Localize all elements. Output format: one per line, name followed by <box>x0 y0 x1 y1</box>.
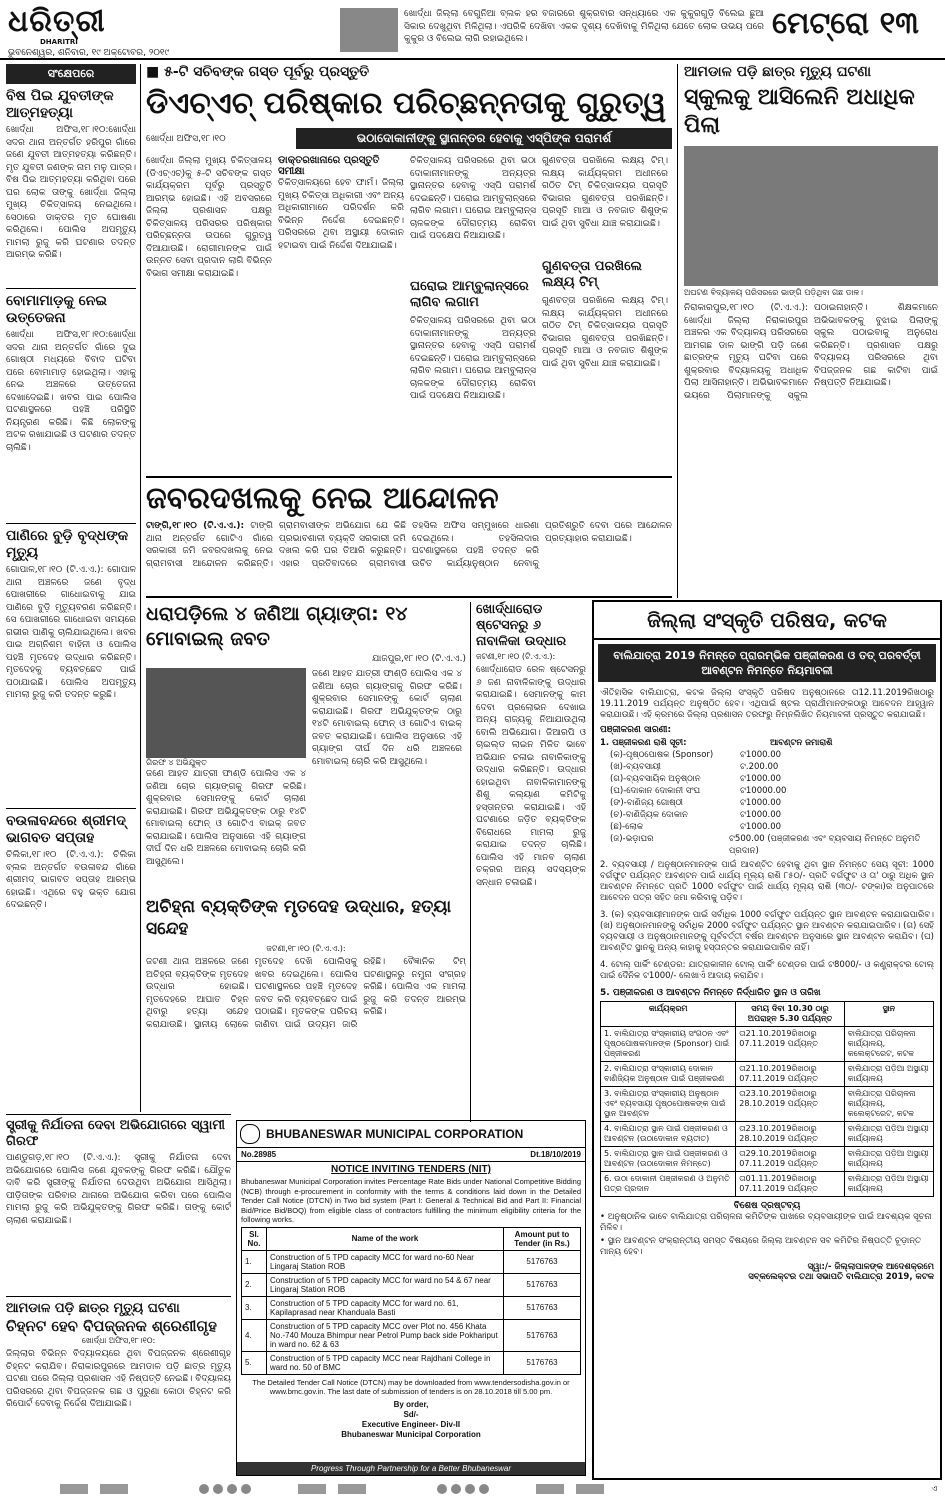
tender-row <box>242 1319 581 1351</box>
zilla-title: ଜିଲ୍ଲା ସଂସ୍କୃତି ପରିଷଦ, କଟକ <box>594 602 940 640</box>
bmc-banner: Progress Through Partnership for a Better Bhubaneswar <box>237 1462 585 1475</box>
fee-row <box>610 833 934 857</box>
newspaper-logo-latin: DHARITRI <box>40 38 78 46</box>
tender-row <box>242 1351 581 1374</box>
fee-row <box>610 761 934 773</box>
body-headline: ଅଚିହ୍ନା ବ୍ୟକ୍ତିଙ୍କ ମୃତଦେହ ଉଦ୍ଧାର, ହତ୍ୟା ସନ୍ଦେହ <box>146 897 452 939</box>
tender-cell: Construction of 5 TPD capacity MCC over Plot no. 456 Khata No.-740 Mouza Bhimpur near Petrol Pump back side Pokhariput in ward no. 62 & 63 <box>267 1319 504 1351</box>
brief-body: ଗୋପାଳ,୧୮।୧୦ (ଟି.ଏ.ଏ.): ଗୋପାଳ ଥାନା ଅଞ୍ଚଳରେ ଜଣେ ବୃଦ୍ଧ ପୋଖରୀରେ ଗାଧୋଇବାକୁ ଯାଇ ପାଣିରେ ବୁଡ଼ି ମୃତ୍ୟୁବରଣ କରିଛନ୍ତି। ସେ ପୋଖରୀରେ ଗାଧୋଇବା ସମୟରେ ଗଭୀର ପାଣିକୁ ଚାଲିଯାଇଥିଲେ। ଖବର ପାଇ ଅଗ୍ନିଶମ ବାହିନୀ ଓ ପୋଲିସ ପହଞ୍ଚି ମୃତଦେହ ଉଦ୍ଧାର କରିଛନ୍ତି। ମୃତଦେହକୁ ବ୍ୟବଚ୍ଛେଦ ପାଇଁ ପଠାଯାଇଛି। ପୋଲିସ ଅପମୃତ୍ୟୁ ମାମଲା ରୁଜୁ କରି ତଦନ୍ତ କରୁଛି। <box>6 565 136 700</box>
encroachment-dateline: ଟାଙ୍ଗି,୧୮।୧୦ (ଟି.ଏ.ଏ.): <box>146 521 245 531</box>
tender-cell: 5176763 <box>504 1351 581 1374</box>
fee-list <box>594 749 940 857</box>
bottom-left-stories <box>6 1118 231 1478</box>
accused-photo <box>146 668 306 758</box>
fee-title-left: 1. ପଞ୍ଜୀକରଣ ରାଶି ସୂଚୀ: <box>600 738 687 748</box>
tender-cell: Construction of 5 TPD capacity MCC near Rajdhani College in ward no. 50 of BMC <box>267 1351 504 1374</box>
briefs-column <box>6 64 136 1112</box>
lead-subhead: ଗୁଣବତ୍ତା ପରଖିଲେ ଲକ୍ଷ୍ୟ ଟିମ୍ <box>542 259 642 290</box>
zilla-notice <box>592 600 942 1480</box>
tender-cell: 4. <box>242 1319 267 1351</box>
fee-row <box>610 797 934 809</box>
schedule-header-cell: ସ୍ଥାନ <box>844 1002 933 1027</box>
zilla-rule: 3. (କ) ବ୍ୟବସାୟୀମାନଙ୍କ ପାଇଁ ସର୍ବାଧିକ 1000 ବର୍ଗଫୁଟ ପର୍ଯ୍ୟନ୍ତ ସ୍ଥାନ ଆବଣ୍ଟନ କରାଯାଇପାରିବ। (ଖ) ଅନୁଷ୍ଠାନମାନଙ୍କୁ ସର୍ବାଧିକ 2000 ବର୍ଗଫୁଟ ପର୍ଯ୍ୟନ୍ତ ସ୍ଥାନ ଆବଣ୍ଟନ କରାଯାଇପାରିବ। (ଗ) ସେହି ବ୍ୟବସାୟୀ ଓ ଅନୁଷ୍ଠାନମାନଙ୍କୁ ପୂର୍ବବର୍ତ୍ତୀ ବର୍ଷର ଆବଣ୍ଟନ ଅନୁସାରେ ସ୍ଥାନ ଆବଣ୍ଟନ କରାଯିବ। (ଘ) ଆବଣ୍ଟିତ ସ୍ଥାନକୁ ଅନ୍ୟ କାହାକୁ ହସ୍ତାନ୍ତର କରାଯାଇପାରିବ ନାହିଁ। <box>600 910 934 953</box>
tender-cell: Construction of 5 TPD capacity MCC for ward no-60 Near Lingaraj Station ROB <box>267 1250 504 1273</box>
lead-headline: ଡିଏଚ୍ଏଚ୍ ପରିଷ୍କାର ପରିଚ୍ଛନ୍ନତାକୁ ଗୁରୁତ୍ୱ <box>146 86 667 121</box>
schedule-cell: ବାଲିଯାତ୍ରା ପରିଚାଳନା କାର୍ଯ୍ୟାଳୟ, କଲେକ୍ଟରେଟ, କଟକ <box>844 1087 933 1122</box>
fee-amount: ଟ.200.00 <box>740 762 779 772</box>
tender-header-cell: Sl. No. <box>242 1227 267 1250</box>
tender-cell: 3. <box>242 1296 267 1319</box>
zilla-sign: ସବ୍‌କଲେକ୍ଟର ତଥା ସଭାପତି ବାଲିଯାତ୍ରା 2019, କଟକ <box>748 1272 934 1282</box>
gang-body: ଜଣେ ଆହତ ଯାତ୍ରୀ ଫାଣ୍ଡି ପୋଲିସ ଏକ ୪ ଜଣିଆ ଚୋର ଗ୍ୟାଙ୍ଗକୁ ଗିରଫ କରିଛି। ଶୁକ୍ରବାର ସେମାନଙ୍କୁ କୋର୍ଟ ଚାଲାଣ କରାଯାଇଛି। ଗିରଫ ଅଭିଯୁକ୍ତଙ୍କ ଠାରୁ ୧୪ଟି ମୋବାଇଲ୍ ଫୋନ୍ ଓ ଗୋଟିଏ ବାଇକ୍ ଜବତ କରାଯାଇଛି। ପୋଲିସ ଅନୁସାରେ ଏହି ଗ୍ୟାଙ୍ଗ ଦୀର୍ଘ ଦିନ ଧରି ଅଞ୍ଚଳରେ ମୋବାଇଲ୍ ଚୋରି କରି ଆସୁଥିଲେ। <box>146 769 306 867</box>
zilla-subtitle: ବାଲିଯାତ୍ରା 2019 ନିମନ୍ତେ ପ୍ରାରମ୍ଭିକ ପଞ୍ଜୀକରଣ ଓ ତତ୍ ପରବର୍ତ୍ତୀ ଆବଣ୍ଟନ ନିମନ୍ତେ ନିୟମାବଳୀ <box>598 644 936 682</box>
zilla-intro: ଐତିହାସିକ ବାଲିଯାତ୍ରା, କଟକ ଜିଲ୍ଲା ସଂସ୍କୃତି ପରିଷଦ ଅନୁଷ୍ଠାନରେ ତା12.11.2019ରିଖଠାରୁ 19.11.2019 ପର୍ଯ୍ୟନ୍ତ ଅନୁଷ୍ଠିତ ହେବ। ଏଥିପାଇଁ ଷ୍ଟଲ ପ୍ରାର୍ଥୀମାନଙ୍କଠାରୁ ଆବେଦନ ଆହ୍ୱାନ କରାଯାଉଛି। ଏହି କ୍ରମରେ ଜିଲ୍ଲା ପ୍ରଶାସନ ତରଫରୁ ନିମ୍ନଲିଖିତ ନିୟମାବଳୀ ପ୍ରସ୍ତୁତ କରାଯାଇଛି। <box>600 688 934 720</box>
school-body: ନିରାକାରପୁର,୧୮।୧୦ (ଟି.ଏ.ଏ.): ଖୋର୍ଦ୍ଧା ଜିଲ୍ଲା ନିରାକାରପୁର ଅଞ୍ଚଳର ଏକ ବିଦ୍ୟାଳୟ ପରିସରରେ ଆମଗଛ ଡାଳ ଭାଙ୍ଗି ପଡ଼ି ଜଣେ ଛାତ୍ରଙ୍କ ମୃତ୍ୟୁ ଘଟିବା ପରେ ଶୁକ୍ରବାର ବିଦ୍ୟାଳୟକୁ ଅଧାଧିକ ପିଲା ଆସିନାହାନ୍ତି। ଅଭିଭାବକମାନେ ଭୟରେ ପିଲାମାନଙ୍କୁ ସ୍କୁଲ ପଠାଇନାହାନ୍ତି। ଶିକ୍ଷକମାନେ ଅଭିଭାବକଙ୍କୁ ବୁଝାଇ ପିଲାଙ୍କୁ ସ୍କୁଲ ପଠାଇବାକୁ ଅନୁରୋଧ କରିଛନ୍ତି। ପ୍ରଶାସନ ପକ୍ଷରୁ ବିଦ୍ୟାଳୟ ପରିସରରେ ଥିବା ବିପଜ୍ଜନକ ଗଛ କାଟିବା ପାଇଁ ନିଷ୍ପତ୍ତି ନିଆଯାଇଛି। <box>684 303 938 401</box>
zilla-rule: 2. ବ୍ୟବସାୟୀ / ଅନୁଷ୍ଠାନମାନଙ୍କ ପାଇଁ ଆବଣ୍ଟିତ ହେବାକୁ ଥିବା ସ୍ଥାନ ନିମନ୍ତେ ସେୟ ସୂଚୀ: 1000 ବର୍ଗଫୁଟ ପର୍ଯ୍ୟନ୍ତ ଆବଣ୍ଟନ ପାଇଁ ଧାର୍ଯ୍ୟ ମୂଲ୍ୟ ରାଶି ୮୫୦/- ପ୍ରତି ବର୍ଗଫୁଟ ଓ ତା' ଠାରୁ ଅଧିକ ସ୍ଥାନ ଆବଣ୍ଟନ ନିମନ୍ତେ ପ୍ରତି 1000 ବର୍ଗଫୁଟ ପାଇଁ ଧାର୍ଯ୍ୟ ମୂଲ୍ୟ ରାଶି (୩୦/- ଟଙ୍କା)ର ଅନୁପାତରେ ଆବେଦନ ପତ୍ର ସହିତ ଜମା କରିବାକୁ ପଡ଼ିବ। <box>600 860 934 903</box>
briefs-header: ସଂକ୍ଷେପରେ <box>6 64 136 84</box>
schedule-table <box>600 1001 934 1197</box>
classroom-body: ଜିଲ୍ଲାର ବିଭିନ୍ନ ବିଦ୍ୟାଳୟରେ ଥିବା ବିପଜ୍ଜନକ ଶ୍ରେଣୀଗୃହ ଚିହ୍ନଟ କରାଯିବ। ନିରାକାରପୁରରେ ଆମଡାଳ ପଡ଼ି ଛାତ୍ର ମୃତ୍ୟୁ ଘଟଣା ପରେ ଜିଲ୍ଲା ପ୍ରଶାସନ ଏହି ନିଷ୍ପତ୍ତି ନେଇଛି। ବିଦ୍ୟାଳୟ ପରିସରରେ ଥିବା ବିପଜ୍ଜନକ ଗଛ ଓ ପୁରୁଣା କୋଠା ଚିହ୍ନଟ କରି ରିପୋର୍ଟ ଦେବାକୁ ନିର୍ଦ୍ଦେଶ ଦିଆଯାଇଛି। <box>6 1349 231 1409</box>
tender-cell: 5176763 <box>504 1319 581 1351</box>
lead-kicker: ■ ୫-ଟି ସଚିବଙ୍କ ଗସ୍ତ ପୂର୍ବରୁ ପ୍ରସ୍ତୁତି <box>146 64 370 80</box>
lead-column: ଚିକିତ୍ସାଳୟ ପରିସରରେ ଥିବା ଭଠା ଦୋକାନୀମାନଙ୍କୁ ଅନ୍ୟତ୍ର ସ୍ଥାନାନ୍ତର ହେବାକୁ ଏସ୍‌ପି ପରାମର୍ଶ ଦେଇଛନ୍ତି। ଘରୋଇ ଆମ୍ବୁଲାନ୍ସରେ ଲାଗିବ ଲଗାମ। ଘରୋଇ ଆମ୍ବୁଲାନ୍ସ ଚାଳକଙ୍କ ଦୌରାତ୍ମ୍ୟ ରୋକିବା ପାଇଁ ପଦକ୍ଷେପ ନିଆଯାଉଛି। <box>410 156 536 241</box>
zilla-sign: ସ୍ୱା:/- ଜିଲ୍ଲାପାଳଙ୍କ ଆଦେଶକ୍ରମେ <box>807 1262 934 1272</box>
schedule-row <box>601 1062 934 1087</box>
schedule-cell: 4. ବାଲିଯାତ୍ରା ସ୍ଥାନ ପାଇଁ ପଞ୍ଜୀକରଣ ଓ ଆବଣ୍ଟନ (ଉଠାଦୋକାନ ବ୍ୟତୀତ) <box>601 1122 736 1147</box>
nit-sign: Sd/- <box>403 1409 419 1419</box>
schedule-cell: ତା29.10.2019ରିଖଠାରୁ 07.11.2019 ପର୍ଯ୍ୟନ୍ତ <box>736 1147 844 1172</box>
special-head: ବିଶେଷ ଦ୍ରଷ୍ଟବ୍ୟ <box>733 1201 801 1211</box>
brief-headline: ପାଣିରେ ବୁଡ଼ି ବୃଦ୍ଧଙ୍କ ମୃତ୍ୟୁ <box>6 528 129 561</box>
registration-marks <box>0 1480 945 1498</box>
tender-cell: 5176763 <box>504 1296 581 1319</box>
gang-dateline: ଯାଜପୁର,୧୮।୧୦ (ଟି.ଏ.ଏ.) <box>372 654 466 664</box>
schedule-cell: ବାଲିଯାତ୍ରା ପରିଚାଳନା କାର୍ଯ୍ୟାଳୟ, କଲେକ୍ଟରେଟ, କଟକ <box>844 1027 933 1062</box>
tender-cell: 5176763 <box>504 1250 581 1273</box>
rescue-body: ଖୋର୍ଦ୍ଧାରୋଡ ରେଳ ଷ୍ଟେସନରୁ ୬ ଜଣ ନାବାଳିକାଙ୍କୁ ଉଦ୍ଧାର କରାଯାଇଛି। ସେମାନଙ୍କୁ କାମ ଦେବା ପ୍ରଲୋଭନ ଦେଖାଇ ଅନ୍ୟ ରାଜ୍ୟକୁ ନିଆଯାଉଥିଲା ବୋଲି ଅଭିଯୋଗ। ଜିଆରପି ଓ ଚାଇଲ୍ଡ ଲାଇନ ମିଳିତ ଭାବେ ଅଭିଯାନ ଚଳାଇ ନାବାଳିକାଙ୍କୁ ଉଦ୍ଧାର କରିଛନ୍ତି। ଉଦ୍ଧାର ହୋଇଥିବା ନାବାଳିକାମାନଙ୍କୁ ଶିଶୁ କଲ୍ୟାଣ କମିଟିକୁ ହସ୍ତାନ୍ତର କରାଯାଇଛି। ଏହି ଘଟଣାରେ ଜଡ଼ିତ ବ୍ୟକ୍ତିଙ୍କ ବିରୋଧରେ ମାମଲା ରୁଜୁ କରାଯାଇ ତଦନ୍ତ ଚାଲିଛି। ପୋଲିସ ଏହି ମାନବ ଚାଲାଣ ଚକ୍ରର ଅନ୍ୟ ସଦସ୍ୟଙ୍କ ସନ୍ଧାନ ଚଳାଇଛି। <box>476 665 586 888</box>
school-headline: ସ୍କୁଲକୁ ଆସିଲେନି ଅଧାଧିକ ପିଲା <box>684 85 915 138</box>
schedule-row <box>601 1027 934 1062</box>
tender-row <box>242 1296 581 1319</box>
schedule-cell: ବାଲିଯାତ୍ରା ପଡ଼ିଆ ଅସ୍ଥାୟୀ କାର୍ଯ୍ୟାଳୟ <box>844 1172 933 1197</box>
lead-story <box>146 64 672 474</box>
schedule-row <box>601 1122 934 1147</box>
lead-column: ଗୁଣବତ୍ତା ପରଖିଲେ ଲକ୍ଷ୍ୟ ଟିମ୍। ଲକ୍ଷ୍ୟ କାର୍ଯ୍ୟକ୍ରମ ଅଧୀନରେ ଗଠିତ ଟିମ୍ ଚିକିତ୍ସାଳୟର ପ୍ରସୂତି ବିଭାଗର ଗୁଣବତ୍ତା ପରଖିଛନ୍ତି। ପ୍ରସୂତି ମାଆ ଓ ନବଜାତ ଶିଶୁଙ୍କ ପାଇଁ ଥିବା ସୁବିଧା ଯାଞ୍ଚ କରାଯାଇଛି। <box>542 296 668 369</box>
tender-cell: Construction of 5 TPD capacity MCC for ward no. 61, Kapilaprasad near Khanduala Basti <box>267 1296 504 1319</box>
brief-body: ଖୋର୍ଦ୍ଧା ଅଫିସ,୧୮।୧୦:ଖୋର୍ଦ୍ଧା ସଦର ଥାନା ଅନ୍ତର୍ଗତ ଗାଁରେ ଦୁଇ ଗୋଷ୍ଠୀ ମଧ୍ୟରେ ବିବାଦ ଘଟିବା ପରେ ବୋମାମାଡ଼ ହୋଇଥିଲା। ଏହାକୁ ନେଇ ଅଞ୍ଚଳରେ ଉତ୍ତେଜନା ଦେଖାଦେଇଛି। ଖବର ପାଇ ପୋଲିସ ଘଟଣାସ୍ଥଳରେ ପହଞ୍ଚି ପରିସ୍ଥିତି ନିୟନ୍ତ୍ରଣ କରିଛି। କିଛି ଲୋକଙ୍କୁ ଅଟକ ରଖାଯାଇଛି ଓ ଘଟଣାର ତଦନ୍ତ ଚାଲିଛି। <box>6 330 136 453</box>
brief-headline: ବିଷ ପିଇ ଯୁବତୀଙ୍କ ଆତ୍ମହତ୍ୟା <box>6 88 114 121</box>
schedule-cell: 6. ଉଠା ଦୋକାନୀ ପଞ୍ଜୀକରଣ ଓ ଅନୁମତି ପତ୍ର ପ୍ରଦାନ <box>601 1172 736 1197</box>
gang-story <box>146 602 466 892</box>
classroom-headline: ଚିହ୍ନଟ ହେବ ବିପଜ୍ଜନକ ଶ୍ରେଣୀଗୃହ <box>6 1317 217 1335</box>
husband-arrest-headline: ସ୍ତ୍ରୀକୁ ନିର୍ଯାତନା ଦେବା ଅଭିଯୋଗରେ ସ୍ୱାମୀ ଗିରଫ <box>6 1118 225 1149</box>
school-story <box>684 64 938 594</box>
nit-sign: Bhubaneswar Municipal Corporation <box>341 1429 481 1439</box>
brief-body: ଚିଲିକା,୧୮।୧୦ (ଟି.ଏ.ଏ.): ଚିଲିକା ବ୍ଲକ ଅନ୍ତର୍ଗତ ବଉଳାବନ୍ଦ ଗାଁରେ ଶ୍ରୀମଦ୍ ଭାଗବତ ସପ୍ତାହ ଆରମ୍ଭ ହୋଇଛି। ଏଥିରେ ବହୁ ଭକ୍ତ ଯୋଗ ଦେଇଛନ୍ତି। <box>6 850 136 910</box>
bmc-emblem-icon <box>240 1124 260 1144</box>
body-story <box>146 896 466 1116</box>
tender-row <box>242 1250 581 1273</box>
fee-amount: ଟ1000.00 <box>740 774 782 784</box>
tender-row <box>242 1273 581 1296</box>
brief-headline: ବଉଳାବନ୍ଦରେ ଶ୍ରୀମଦ୍ ଭାଗବତ ସପ୍ତାହ <box>6 813 126 846</box>
schedule-cell: ବାଲିଯାତ୍ରା ପଡ଼ିଆ ଅସ୍ଥାୟୀ କାର୍ଯ୍ୟାଳୟ <box>844 1122 933 1147</box>
issue-dateline: ଭୁବନେଶ୍ୱର, ଶନିବାର, ୧୯ ଅକ୍ଟୋବର, ୨୦୧୯ <box>8 48 170 58</box>
schedule-row <box>601 1147 934 1172</box>
fee-row <box>610 821 934 833</box>
bmc-tender-notice <box>236 1120 586 1476</box>
fee-amount: ଟ10000.00 <box>740 786 787 796</box>
lead-subhead: ଡାକ୍ତରଖାନାରେ ପ୍ରସ୍ତୁତି ସମୀକ୍ଷା <box>278 155 380 177</box>
schedule-cell: ବାଲିଯାତ୍ରା ପଡ଼ିଆ ଅସ୍ଥାୟୀ କାର୍ଯ୍ୟାଳୟ <box>844 1062 933 1087</box>
body-body: ଜଟଣୀ ଥାନା ଅଞ୍ଚଳରେ ଜଣେ ଅଚିହ୍ନା ବ୍ୟକ୍ତିଙ୍କ ମୃତଦେହ ଉଦ୍ଧାର ହୋଇଛି। ମୃତଦେହରେ ଆଘାତ ଚିହ୍ନ ଥିବାରୁ ହତ୍ୟା ସନ୍ଦେହ କରାଯାଉଛି। ସ୍ଥାନୀୟ ଲୋକେ ମୃତଦେହ ଦେଖି ପୋଲିସକୁ ଖବର ଦେଇଥିଲେ। ପୋଲିସ ଘଟଣାସ୍ଥଳରେ ପହଞ୍ଚି ମୃତଦେହ ଜବତ କରି ବ୍ୟବଚ୍ଛେଦ ପାଇଁ ପଠାଇଛି। ମୃତକଙ୍କ ପରିଚୟ ଜାଣିବା ପାଇଁ ଉଦ୍ୟମ ଜାରି ରହିଛି। ବୈଜ୍ଞାନିକ ଟିମ୍ ଘଟଣାସ୍ଥଳରୁ ନମୁନା ସଂଗ୍ରହ କରିଛି। ପୋଲିସ ଏକ ମାମଲା ରୁଜୁ କରି ତଦନ୍ତ ଆରମ୍ଭ କରିଛି। <box>146 957 466 1030</box>
page-number: ଏ <box>931 1484 937 1493</box>
nit-sign: By order, <box>393 1399 429 1409</box>
schedule-cell: ବାଲିଯାତ୍ରା ପଡ଼ିଆ ଅସ୍ଥାୟୀ କାର୍ଯ୍ୟାଳୟ <box>844 1147 933 1172</box>
photo-caption: ଅଘଟଣ ବିଦ୍ୟାଳୟ ପରିସରରେ ଭାଙ୍ଗି ପଡ଼ିଥିବା ଗଛ ଡାଳ। <box>684 288 863 297</box>
tender-table <box>241 1227 581 1375</box>
newspaper-logo: ଧରିତ୍ରୀ <box>8 4 106 39</box>
fee-category: (ଘ)-ଦୋକାନ ଦୋକାନୀ ସଂଘ <box>610 786 701 796</box>
fee-row <box>610 773 934 785</box>
fee-category: (ଗ)-ବ୍ୟବସାୟିକ ଅନୁଷ୍ଠାନ <box>610 774 701 784</box>
masthead <box>0 0 945 60</box>
tender-cell: Construction of 5 TPD capacity MCC for ward no 54 & 67 near Lingaraj Station ROB <box>267 1273 504 1296</box>
tender-cell: 5176763 <box>504 1273 581 1296</box>
fallen-tree-photo <box>684 146 938 286</box>
brief-body: ଖୋର୍ଦ୍ଧା ଅଫିସ,୧୮।୧୦:ଖୋର୍ଦ୍ଧା ସଦର ଥାନା ଅନ୍ତର୍ଗତ ହରିପୁର ଗାଁରେ ଜଣେ ଯୁବତୀ ଆତ୍ମହତ୍ୟା କରିଛନ୍ତି। ମୃତ ଯୁବତୀ ଜଣଙ୍କ ନାମ ମଳୁ ପାତ୍ର। ବିଷ ପିଇ ଆତ୍ମହତ୍ୟା କରିଥିବା ପରେ ଘର ଲୋକ ତାଙ୍କୁ ଖୋର୍ଦ୍ଧା ଜିଲ୍ଲା ମୁଖ୍ୟ ଚିକିତ୍ସାଳୟ ନେଇଥିଲେ। ସେଠାରେ ଡାକ୍ତର ମୃତ ଘୋଷଣା କରିଥିଲେ। ପୋଲିସ ଅପମୃତ୍ୟୁ ମାମଲା ରୁଜୁ କରି ଘଟଣାର ତଦନ୍ତ ଆରମ୍ଭ କରିଛି। <box>6 125 136 260</box>
fee-category: (କ)-ପୃଷ୍ଠପୋଷକ (Sponsor) <box>610 750 714 760</box>
classroom-kicker: ଆମଡାଳ ପଡ଼ି ଛାତ୍ର ମୃତ୍ୟୁ ଘଟଣା <box>6 1301 180 1316</box>
tender-header-cell: Amount put to Tender (in Rs.) <box>504 1227 581 1250</box>
fee-amount: ଟ1000.00 <box>740 810 782 820</box>
lead-column: ଚିକିତ୍ସାଳୟରେ ହେବ ଫାର୍ମ। ଜିଲ୍ଲା ମୁଖ୍ୟ ଚିକିତ୍ସା ଅଧିକାରୀ ଏବଂ ଅନ୍ୟ ଅଧିକାରୀମାନେ ପରିଦର୍ଶନ କରି ବିଭିନ୍ନ ନିର୍ଦ୍ଦେଶ ଦେଇଛନ୍ତି। ପରିସରରେ ଥିବା ଅସ୍ଥାୟୀ ଦୋକାନ ହଟାଇବା ପାଇଁ ନିର୍ଦ୍ଦେଶ ଦିଆଯାଇଛି। <box>278 178 404 251</box>
fee-category: (ଛ)-ଲୋକ <box>610 822 644 832</box>
bmc-date: Dt.18/10/2019 <box>530 1150 581 1159</box>
nit-title: NOTICE INVITING TENDERS (NIT) <box>331 1164 491 1175</box>
schedule-cell: 5. ବାଲିଯାତ୍ରା ସ୍ଥାନ ପାଇଁ ପଞ୍ଜୀକରଣ ଓ ଆବଣ୍ଟନ (ଉଠାଦୋକାନ ନିମନ୍ତେ) <box>601 1147 736 1172</box>
teaser-text: ଖୋର୍ଦ୍ଧା ଜିଲ୍ଲା ବେଗୁନିଆ ବ୍ଲକ ହର ବଜାରରେ ଶୁକ୍ରବାର ସନ୍ଧ୍ୟାରେ ଏକ କୁକୁରଗୁଡ଼ି ବିଲେଇ ଛୁଆ ସିକାର ଦେଖୁଥିବା ମିଳିଥିଲା। ଏପରିକି ଦେଖିବା ଏକକ ଦୃଶ୍ୟ ଦେଖିବାକୁ ମିଳିଥିଲା ଯେତେ ଲୋକ ଉଭୟ ପରେ କୁକୁର ଓ ବିଲେଇ ଲାଗି ରହାଇଥିଲେ। <box>404 9 764 44</box>
lead-column: ଗୁଣବତ୍ତା ପରଖିଲେ ଲକ୍ଷ୍ୟ ଟିମ୍। ଲକ୍ଷ୍ୟ କାର୍ଯ୍ୟକ୍ରମ ଅଧୀନରେ ଗଠିତ ଟିମ୍ ଚିକିତ୍ସାଳୟର ପ୍ରସୂତି ବିଭାଗର ଗୁଣବତ୍ତା ପରଖିଛନ୍ତି। ପ୍ରସୂତି ମାଆ ଓ ନବଜାତ ଶିଶୁଙ୍କ ପାଇଁ ଥିବା ସୁବିଧା ଯାଞ୍ଚ କରାଯାଇଛି। <box>542 156 668 229</box>
gang-body: ଜଣେ ଆହତ ଯାତ୍ରୀ ଫାଣ୍ଡି ପୋଲିସ ଏକ ୪ ଜଣିଆ ଚୋର ଗ୍ୟାଙ୍ଗକୁ ଗିରଫ କରିଛି। ଶୁକ୍ରବାର ସେମାନଙ୍କୁ କୋର୍ଟ ଚାଲାଣ କରାଯାଇଛି। ଗିରଫ ଅଭିଯୁକ୍ତଙ୍କ ଠାରୁ ୧୪ଟି ମୋବାଇଲ୍ ଫୋନ୍ ଓ ଗୋଟିଏ ବାଇକ୍ ଜବତ କରାଯାଇଛି। ପୋଲିସ ଅନୁସାରେ ଏହି ଗ୍ୟାଙ୍ଗ ଦୀର୍ଘ ଦିନ ଧରି ଅଞ୍ଚଳରେ ମୋବାଇଲ୍ ଚୋରି କରି ଆସୁଥିଲେ। <box>312 669 462 767</box>
body-dateline: ଜଟଣୀ,୧୮।୧୦ (ଟି.ଏ.ଏ.): <box>266 944 346 953</box>
gang-headline: ଧରାପଡ଼ିଲେ ୪ ଜଣିଆ ଗ୍ୟାଙ୍ଗ: ୧୪ ମୋବାଇଲ୍ ଜବତ <box>146 603 408 650</box>
fee-amount: ଟ1000.00 <box>740 822 782 832</box>
special-note: • ଅନୁଷ୍ଠାନିକ ଭାବେ ବାଲିଯାତ୍ରା ପରିଚାଳନା କମିଟିଙ୍କ ପାଖରେ ବ୍ୟବସାୟୀଙ୍କ ପାଇଁ ଆବଶ୍ୟକ ସୂଚନା ମିଳିବ। <box>600 1212 932 1233</box>
encroachment-story <box>146 480 672 592</box>
brief-headline: ବୋମାମାଡ଼କୁ ନେଇ ଉତ୍ତେଜନା <box>6 293 107 326</box>
schedule-cell: ତା23.10.2019ରିଖଠାରୁ 28.10.2019 ପର୍ଯ୍ୟନ୍ତ <box>736 1122 844 1147</box>
encroachment-body <box>146 520 672 588</box>
encroachment-text: ଟାଙ୍ଗି ଥାନା ଅନ୍ତର୍ଗତ ଗୋଟିଏ ଗାଁରେ ସରକାରୀ ଜମି ଜବରଦଖଲକୁ ନେଇ ଗ୍ରାମବାସୀ ଆନ୍ଦୋଳନ କରିଛନ୍ତି। ଗ୍ରାମବାସୀଙ୍କ ଅଭିଯୋଗ ଯେ କିଛି ପ୍ରଭାବଶାଳୀ ବ୍ୟକ୍ତି ସରକାରୀ ଜମି ଦଖଲ କରି ଘର ତିଆରି କରୁଛନ୍ତି। ଏହାର ପ୍ରତିବାଦରେ ଗ୍ରାମବାସୀ ତହସିଲ ଅଫିସ ସମ୍ମୁଖରେ ଧାରଣା ଦେଇଥିଲେ। ତହସିଲଦାର ଘଟଣାସ୍ଥଳରେ ପହଞ୍ଚି ତଦନ୍ତ କରି ଉଚିତ କାର୍ଯ୍ୟାନୁଷ୍ଠାନ ନେବାକୁ ପ୍ରତିଶ୍ରୁତି ଦେବା ପରେ ଆନ୍ଦୋଳନ ପ୍ରତ୍ୟାହାର କରାଯାଇଛି। <box>146 521 672 569</box>
tender-header-cell: Name of the work <box>267 1227 504 1250</box>
fee-row <box>610 785 934 797</box>
schedule-cell: 3. ବାଲିଯାତ୍ରା ସଂସ୍କାରୀୟ ଅନୁଷ୍ଠାନ ଏବଂ ବ୍ୟବସାୟୀ ପୃଷ୍ଠପୋଷକଙ୍କ ପାଇଁ ସ୍ଥାନ ଆବଣ୍ଟନ <box>601 1087 736 1122</box>
schedule-row <box>601 1087 934 1122</box>
section-label: ମେଟ୍ରୋ ୧୩ <box>772 6 919 41</box>
fee-amount: ଟ1000.00 <box>740 750 782 760</box>
photo-caption: ଗିରଫ ୪ ଅଭିଯୁକ୍ତ <box>146 758 207 767</box>
lead-box-headline: ଭଠାଦୋକାନୀଙ୍କୁ ସ୍ଥାନାନ୍ତର ହେବାକୁ ଏସ୍‌ପିଙ୍କ ପରାମର୍ଶ <box>296 128 672 149</box>
fee-category: (ଙ)-ବାଣିଜ୍ୟ ଗୋଷ୍ଠୀ <box>610 798 684 808</box>
fee-category: (ଚ)-ବାଣିଜ୍ୟିକ ଦୋକାନ <box>610 810 688 820</box>
classroom-dateline: ଖୋର୍ଦ୍ଧା ଅଫିସ,୧୮।୧୦: <box>81 1336 156 1345</box>
encroachment-headline: ଜବରଦଖଲକୁ ନେଇ ଆନ୍ଦୋଳନ <box>146 481 499 516</box>
bmc-ref-no: No.28985 <box>241 1150 277 1159</box>
fee-row <box>610 809 934 821</box>
rescue-dateline: ଜଟଣୀ,୧୮।୧୦ (ଟି.ଏ.ଏ.): <box>476 652 556 661</box>
schedule-header-cell: କାର୍ଯ୍ୟକ୍ରମ <box>601 1002 736 1027</box>
school-kicker: ଆମଡାଳ ପଡ଼ି ଛାତ୍ର ମୃତ୍ୟୁ ଘଟଣା <box>684 64 872 80</box>
lead-dateline: ଖୋର୍ଦ୍ଧା ଅଫିସ,୧୮।୧୦ <box>146 133 226 144</box>
schedule-cell: ତା23.10.2019ରିଖଠାରୁ 28.10.2019 ପର୍ଯ୍ୟନ୍ତ <box>736 1087 844 1122</box>
bmc-title: BHUBANESWAR MUNICIPAL CORPORATION <box>266 1127 524 1141</box>
schedule-cell: 2. ବାଲିଯାତ୍ରା ସଂସ୍କାରୀୟ ଦୋକାନ ବାଣିଜ୍ୟିକ ଅନୁଷ୍ଠାନ ପାଇଁ ପଞ୍ଜୀକରଣ <box>601 1062 736 1087</box>
husband-arrest-body: ପାଣ୍ଡୁଗଡ଼,୧୮।୧୦ (ଟି.ଏ.ଏ.): ସ୍ତ୍ରୀକୁ ନିର୍ଯାତନା ଦେବା ଅଭିଯୋଗରେ ପୋଲିସ ଜଣେ ଯୁବକଙ୍କୁ ଗିରଫ କରିଛି। ଯୌତୁକ ଦାବି କରି ସ୍ତ୍ରୀଙ୍କୁ ନିର୍ଯାତନା ଦେଉଥିବା ଅଭିଯୋଗ ଆସିଥିଲା। ପୀଡ଼ିତାଙ୍କ ପରିବାର ଥାନାରେ ଅଭିଯୋଗ କରିବା ପରେ ପୋଲିସ ମାମଲା ରୁଜୁ କରି ଅଭିଯୁକ୍ତଙ୍କୁ ଗିରଫ କରିଛି। ତାଙ୍କୁ କୋର୍ଟ ଚାଲାଣ କରାଯାଇଛି। <box>6 1153 231 1226</box>
nit-intro: Bhubaneswar Municipal Corporation invites Percentage Rate Bids under National Competitive Bidding (NCB) through e-procurement in conformity with the terms & conditions laid down in the Detailed Tender Call Notice (DTCN) in Two bid system (Part I: General & Technical Bid and Part II: Financial Bid/Price Bid/BOQ) from eligible class of contractors fulfilling the minimum eligibility criteria for the following works. <box>241 1177 581 1224</box>
teaser-photo <box>340 8 398 52</box>
fee-title-right: ଆବଣ୍ଟନ ଜମାରାଶି <box>770 738 833 748</box>
fee-category: (ଖ)-ବ୍ୟବସାୟୀ <box>610 762 662 772</box>
tender-cell: 1. <box>242 1250 267 1273</box>
schedule-cell: ତା01.11.2019ରିଖଠାରୁ 07.11.2019 ପର୍ଯ୍ୟନ୍ତ <box>736 1172 844 1197</box>
fee-category: (ଜ)-ଭଡ଼ାଘର <box>610 834 654 844</box>
nit-sign: Executive Engineer- Div-II <box>361 1419 461 1429</box>
lead-column: ଖୋର୍ଦ୍ଧା ଜିଲ୍ଲା ମୁଖ୍ୟ ଚିକିତ୍ସାଳୟ (ଡିଏଚ୍ଏଚ୍)କୁ ୫-ଟି ସଚିବଙ୍କ ଗସ୍ତ କାର୍ଯ୍ୟକ୍ରମ ପୂର୍ବରୁ ପ୍ରସ୍ତୁତି ଆରମ୍ଭ ହୋଇଛି। ଏହି ଅବସରରେ ଜିଲ୍ଲା ପ୍ରଶାସନ ପକ୍ଷରୁ ଚିକିତ୍ସାଳୟ ପରିସରର ପରିଷ୍କାର ପରିଚ୍ଛନ୍ନତା ଉପରେ ଗୁରୁତ୍ୱ ଦିଆଯାଉଛି। ରୋଗୀମାନଙ୍କ ପାଇଁ ଉନ୍ନତ ସେବା ପ୍ରଦାନ ଲାଗି ବିଭିନ୍ନ ବିଭାଗ ସମୀକ୍ଷା କରାଯାଇଛି। <box>146 156 272 279</box>
zilla-rule: 5. ପଞ୍ଜୀକରଣ ଓ ଆବଣ୍ଟନ ନିମନ୍ତେ ନିର୍ଦ୍ଧାରିତ ସ୍ଥାନ ଓ ତାରିଖ <box>600 988 821 998</box>
fee-amount: ଟ500.00 (ପଞ୍ଜୀକରଣ ଏବଂ ବ୍ୟବସାୟ ନିମନ୍ତେ ଅନୁମତି ପ୍ରଦାନ) <box>729 834 921 856</box>
fee-row <box>610 749 934 761</box>
rescue-headline: ଖୋର୍ଦ୍ଧାରୋଡ ଷ୍ଟେସନରୁ ୬ ନାବାଳିକା ଉଦ୍ଧାର <box>476 602 567 649</box>
schedule-cell: ତା21.10.2019ରିଖଠାରୁ 07.11.2019 ପର୍ଯ୍ୟନ୍ତ <box>736 1062 844 1087</box>
lead-subhead: ଘରୋଇ ଆମ୍ବୁଲାନ୍ସରେ ଲାଗିବ ଲଗାମ <box>410 279 529 310</box>
tender-cell: 5. <box>242 1351 267 1374</box>
lead-column: ଚିକିତ୍ସାଳୟ ପରିସରରେ ଥିବା ଭଠା ଦୋକାନୀମାନଙ୍କୁ ଅନ୍ୟତ୍ର ସ୍ଥାନାନ୍ତର ହେବାକୁ ଏସ୍‌ପି ପରାମର୍ଶ ଦେଇଛନ୍ତି। ଘରୋଇ ଆମ୍ବୁଲାନ୍ସରେ ଲାଗିବ ଲଗାମ। ଘରୋଇ ଆମ୍ବୁଲାନ୍ସ ଚାଳକଙ୍କ ଦୌରାତ୍ମ୍ୟ ରୋକିବା ପାଇଁ ପଦକ୍ଷେପ ନିଆଯାଉଛି। <box>410 316 536 401</box>
fee-header: ପଞ୍ଜୀକରଣ ସାରଣୀ: <box>600 725 672 735</box>
zilla-rule: 4. ଟୋଲ୍ ପାର୍କିଂ ଟେଣ୍ଡର: ଯାତ୍ରାକାଳୀନ ଟୋଲ୍ ପାର୍କିଂ ଟେଣ୍ଡର ପାଇଁ ଟ8000/- ଓ କଣ୍ଟ୍ରାକ୍ଟର ଟୋଲ୍ ପାଇଁ ଦୈନିକ ଟ1000/- ଲେଖାଏଁ ଆଦାୟ କରାଯିବ। <box>600 960 934 981</box>
nit-footer-note: The Detailed Tender Call Notice (DTCN) may be downloaded from www.tendersodisha.gov.in or www.bmc.gov.in. The last date of submission of tenders is on 28.10.2018 till 5.00 pm. <box>252 1377 570 1396</box>
tender-cell: 2. <box>242 1273 267 1296</box>
fee-amount: ଟ1000.00 <box>740 798 782 808</box>
schedule-header-cell: ସମୟ ଦିବା 10.30 ଠାରୁ ଅପରାହ୍ନ 5.30 ପର୍ଯ୍ୟନ୍ତ <box>736 1002 844 1027</box>
schedule-cell: 1. ବାଲିଯାତ୍ରା ସଂସ୍କାରୀୟ ସଂଗଠନ ଏବଂ ପୃଷ୍ଠପୋଷକମାନଙ୍କ (Sponsor) ପାଇଁ ପଞ୍ଜୀକରଣ <box>601 1027 736 1062</box>
rescue-story <box>476 602 586 1122</box>
schedule-cell: ତା21.10.2019ରିଖଠାରୁ 07.11.2019 ପର୍ଯ୍ୟନ୍ତ <box>736 1027 844 1062</box>
special-note: • ସ୍ଥାନ ଆବଣ୍ଟନ ସଂକ୍ରାନ୍ତୀୟ ସମସ୍ତ ବିଷୟରେ ଜିଲ୍ଲା ଆବଣ୍ଟନ ସବ କମିଟିର ନିଷ୍ପତ୍ତି ଚୂଡ଼ାନ୍ତ ମାନ୍ୟ ହେବ। <box>600 1236 922 1257</box>
schedule-row <box>601 1172 934 1197</box>
